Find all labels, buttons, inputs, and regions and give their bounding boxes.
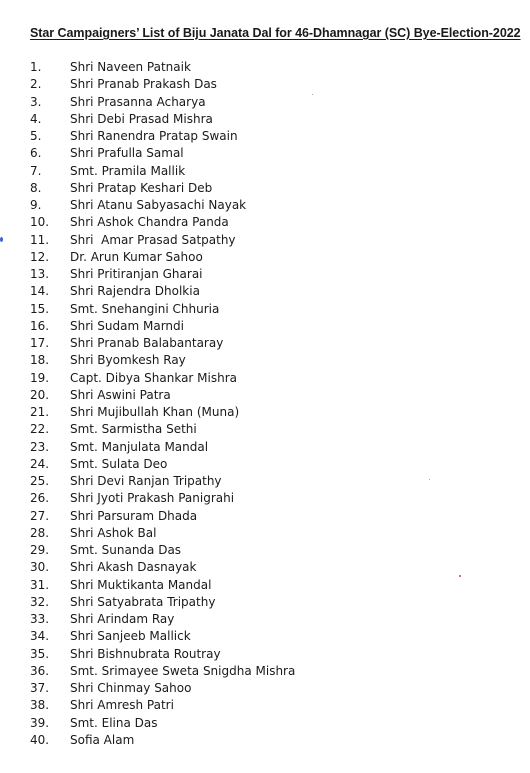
item-number: 10. (30, 215, 50, 230)
item-number: 8. (30, 180, 42, 195)
campaigner-name: Shri Prafulla Samal (70, 146, 184, 161)
item-number: 26. (30, 491, 50, 506)
campaigner-name: Shri Parsuram Dhada (70, 508, 198, 523)
item-number: 33. (30, 612, 50, 626)
campaigner-name: Shri Mujibullah Khan (Muna) (70, 405, 240, 419)
campaigner-name: Shri Pratap Keshari Deb (70, 180, 213, 195)
item-number: 22. (30, 422, 50, 437)
item-number: 20. (30, 387, 50, 402)
campaigner-name: Smt. Elina Das (70, 715, 158, 730)
item-number: 23. (30, 439, 50, 454)
page-title: Star Campaigners’ List of Biju Janata Dal for 46-Dhamnagar (SC) Bye-Election-2022 (30, 26, 521, 40)
item-number: 30. (30, 560, 50, 575)
item-number: 1. (30, 60, 42, 74)
campaigner-name: Dr. Arun Kumar Sahoo (70, 249, 203, 264)
campaigner-name: Shri Satyabrata Tripathy (70, 594, 216, 609)
item-number: 37. (30, 681, 50, 695)
campaigner-name: Shri Ashok Bal (70, 525, 157, 540)
item-number: 34. (30, 629, 50, 644)
item-number: 31. (30, 577, 50, 592)
campaigner-name: Shri Prasanna Acharya (70, 94, 206, 109)
campaigner-name: Capt. Dibya Shankar Mishra (70, 370, 237, 385)
campaigner-name: Shri Ashok Chandra Panda (70, 215, 229, 230)
item-number: 11. (30, 232, 50, 247)
campaigner-name: Shri Atanu Sabyasachi Nayak (70, 198, 247, 212)
item-number: 15. (30, 301, 50, 316)
item-number: 21. (30, 405, 50, 419)
campaigner-name: Shri Pranab Prakash Das (70, 77, 217, 92)
campaigner-name: Smt. Manjulata Mandal (70, 439, 209, 454)
campaigner-name: Shri Byomkesh Ray (70, 353, 186, 368)
campaigner-name: Smt. Snehangini Chhuria (70, 301, 220, 316)
item-number: 25. (30, 474, 50, 488)
item-number: 4. (30, 111, 42, 126)
item-number: 2. (30, 77, 42, 92)
campaigner-name: Smt. Pramila Mallik (70, 163, 186, 178)
campaigner-name: Smt. Sulata Deo (70, 456, 168, 471)
campaigner-name: Shri Sanjeeb Mallick (70, 629, 191, 644)
campaigner-name: Shri Bishnubrata Routray (70, 646, 221, 661)
item-number: 3. (30, 94, 42, 109)
item-number: 14. (30, 284, 50, 299)
scan-speck (429, 479, 430, 480)
item-number: 16. (30, 318, 50, 333)
item-number: 36. (30, 663, 50, 678)
scan-speck (312, 94, 313, 95)
campaigner-name: Shri Jyoti Prakash Panigrahi (70, 491, 235, 506)
item-number: 28. (30, 525, 50, 540)
campaigner-name: Shri Amresh Patri (70, 698, 174, 713)
campaigner-name: Sofia Alam (70, 732, 135, 747)
item-number: 24. (30, 456, 50, 471)
campaigner-name: Smt. Sunanda Das (70, 543, 182, 557)
item-number: 19. (30, 370, 50, 385)
campaigner-name: Shri Chinmay Sahoo (70, 681, 192, 695)
scan-speck (0, 237, 3, 242)
item-number: 38. (30, 698, 50, 713)
item-number: 9. (30, 198, 42, 212)
item-number: 5. (30, 129, 42, 143)
item-number: 18. (30, 353, 50, 368)
item-number: 6. (30, 146, 42, 161)
campaigner-name: Smt. Srimayee Sweta Snigdha Mishra (70, 663, 296, 678)
campaigner-name: Shri Devi Ranjan Tripathy (70, 474, 222, 488)
item-number: 40. (30, 732, 50, 747)
campaigner-name: Shri Amar Prasad Satpathy (70, 232, 236, 247)
campaigner-name: Shri Rajendra Dholkia (70, 284, 200, 299)
campaigner-name: Shri Naveen Patnaik (70, 60, 191, 74)
campaigner-name: Shri Pranab Balabantaray (70, 336, 224, 350)
campaigner-name: Shri Debi Prasad Mishra (70, 111, 213, 126)
campaigner-name: Shri Aswini Patra (70, 387, 171, 402)
campaigner-name: Shri Ranendra Pratap Swain (70, 129, 238, 143)
item-number: 32. (30, 594, 50, 609)
campaigner-name: Shri Pritiranjan Gharai (70, 267, 203, 281)
item-number: 17. (30, 336, 50, 350)
item-number: 29. (30, 543, 50, 557)
campaigner-name: Shri Muktikanta Mandal (70, 577, 212, 592)
item-number: 12. (30, 249, 50, 264)
item-number: 35. (30, 646, 50, 661)
item-number: 27. (30, 508, 50, 523)
campaigner-name: Smt. Sarmistha Sethi (70, 422, 197, 437)
scan-speck (459, 575, 461, 577)
campaigner-name: Shri Arindam Ray (70, 612, 175, 626)
item-number: 7. (30, 163, 42, 178)
item-number: 39. (30, 715, 50, 730)
campaigner-name: Shri Sudam Marndi (70, 318, 184, 333)
item-number: 13. (30, 267, 50, 281)
campaigner-name: Shri Akash Dasnayak (70, 560, 197, 575)
